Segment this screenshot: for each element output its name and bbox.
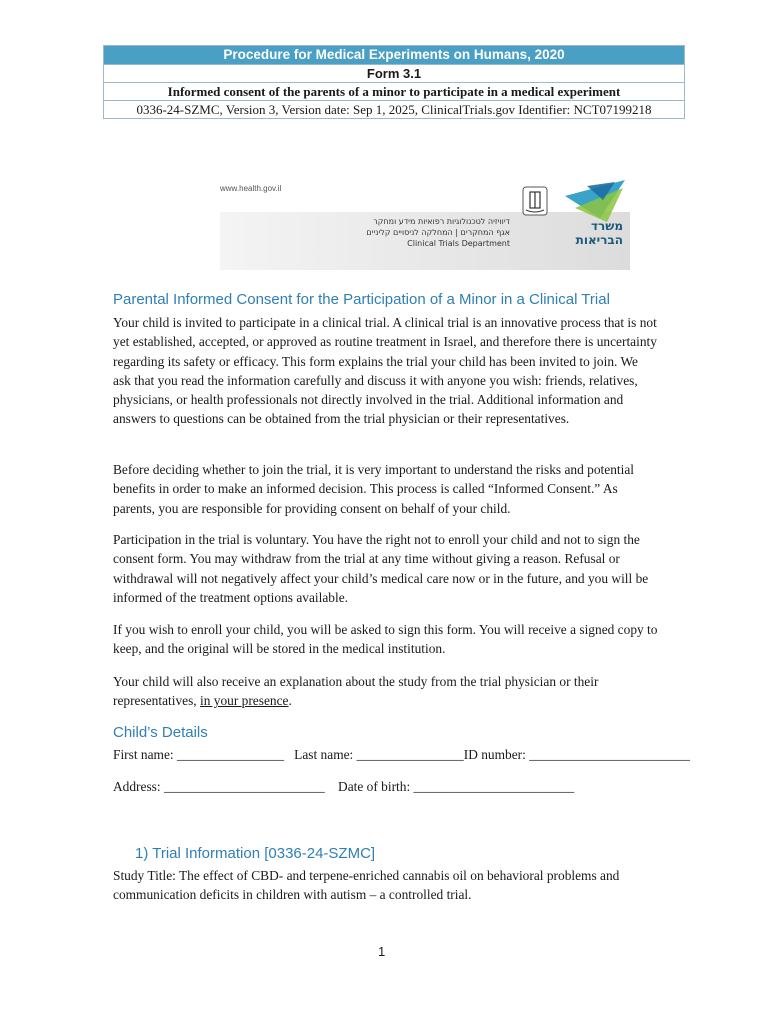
explanation-text: Your child will also receive an explanation about the study from the trial physician or their representatives, <box>113 674 599 709</box>
procedure-title: Procedure for Medical Experiments on Humans, 2020 <box>104 46 684 65</box>
date-of-birth-field[interactable]: Date of birth: ________________________ <box>338 779 575 794</box>
id-number-field[interactable]: ID number: ________________________ <box>463 747 690 762</box>
signing-paragraph: If you wish to enroll your child, you will be asked to sign this form. You will receive a signed copy to keep, and the original will be stored in the medical institution. <box>113 622 658 657</box>
name-fields-row <box>113 747 690 763</box>
ministry-of-health-logo-icon <box>545 178 630 248</box>
address-fields-row <box>113 779 574 795</box>
hebrew-line-2: אגף המחקרים | המחלקה לניסויים קליניים <box>366 228 510 237</box>
ministry-name-line-2: הבריאות <box>575 233 623 247</box>
form-header <box>103 45 685 119</box>
explanation-end: . <box>288 693 292 709</box>
explanation-paragraph <box>113 672 658 711</box>
child-details-heading: Child’s Details <box>113 724 208 741</box>
intro-paragraph: Your child is invited to participate in a clinical trial. A clinical trial is an innovative process that is not yet established, accepted, or approved as routine treatment in Israel, and therefore there is uncertainty regarding its safety or efficacy. This form explains the trial your child has been invited to join. We ask that you read the information carefully and discuss it with anyone you wish: friends, relatives, physicians, or health professionals not directly involved in the trial. Additional information and answers to questions can be obtained from the trial physician or their representatives. <box>113 315 657 427</box>
last-name-field[interactable]: Last name: ________________ <box>294 747 464 762</box>
address-field[interactable]: Address: ________________________ <box>113 779 325 794</box>
study-title: Study Title: The effect of CBD- and terpene-enriched cannabis oil on behavioral problems and communication deficits in children with autism – a controlled trial. <box>113 868 620 903</box>
logo-url: www.health.gov.il <box>220 184 282 193</box>
page-title: Parental Informed Consent for the Participation of a Minor in a Clinical Trial <box>113 291 610 308</box>
ministry-logo-banner <box>220 178 630 270</box>
hebrew-line-1: דיוויזיה לטכנולוגיות רפואיות מידע ומחקר <box>373 217 510 226</box>
first-name-field[interactable]: First name: ________________ <box>113 747 285 762</box>
ministry-name-line-1: משרד <box>590 219 623 233</box>
presence-underlined: in your presence <box>200 693 289 709</box>
voluntary-paragraph: Participation in the trial is voluntary. You have the right not to enroll your child and not to sign the consent form. You may withdraw from the trial at any time without giving a reason. Refusal or withdrawal will not negatively affect your child’s medical care now or in the future, and you will be informed of the treatment options available. <box>113 532 649 605</box>
consent-title: Informed consent of the parents of a minor to participate in a medical experiment <box>104 83 684 101</box>
version-line: 0336-24-SZMC, Version 3, Version date: Sep 1, 2025, ClinicalTrials.gov Identifier: NCT07199218 <box>136 102 652 117</box>
page-number: 1 <box>378 944 386 959</box>
department-text <box>366 216 510 249</box>
department-english: Clinical Trials Department <box>407 239 510 248</box>
form-number: Form 3.1 <box>104 65 684 83</box>
trial-information-heading: 1) Trial Information [0336-24-SZMC] <box>135 845 376 862</box>
risks-paragraph: Before deciding whether to join the trial, it is very important to understand the risks and potential benefits in order to make an informed decision. This process is called “Informed Consent.” As parents, you are responsible for providing consent on behalf of your child. <box>113 462 634 516</box>
